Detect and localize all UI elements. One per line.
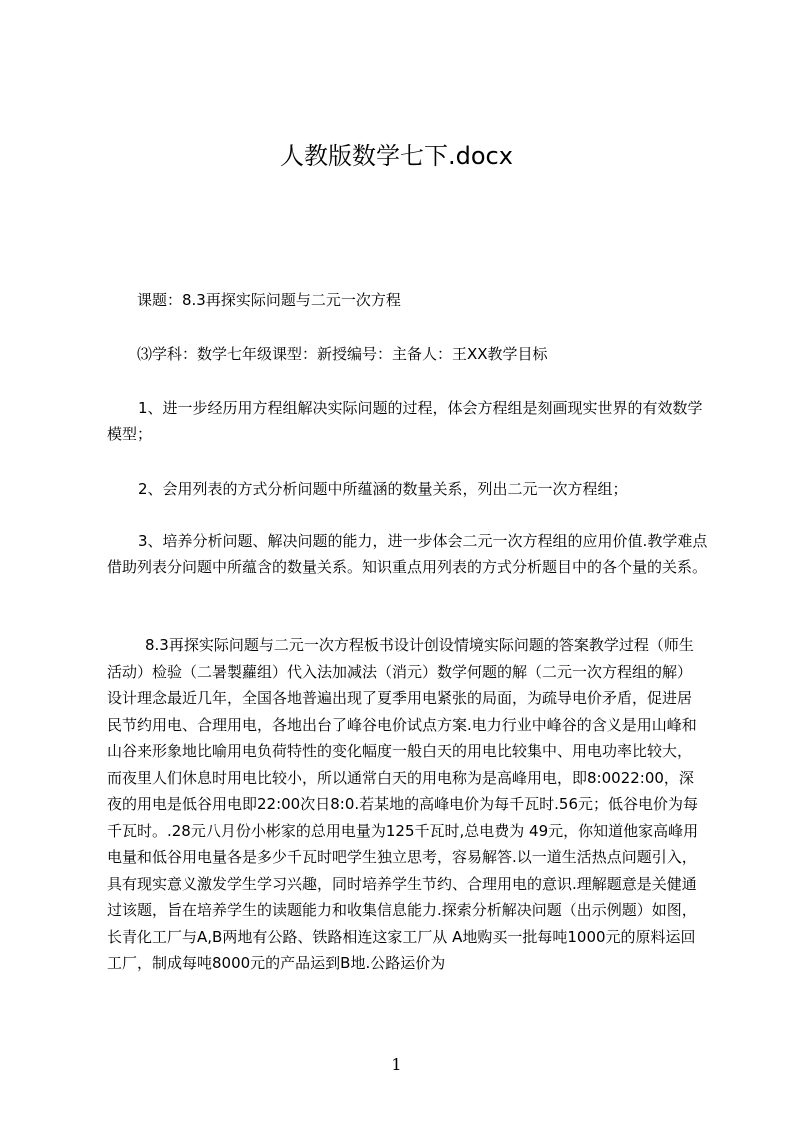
subject-heading: ⑶学科：数学七年级课型：新授编号：主备人：王XX教学目标: [137, 345, 548, 363]
objective-1: 1、进一步经历用方程组解决实际问题的过程，体会方程组是刻画现实世界的有效数学模型；: [107, 399, 703, 443]
objective-3: 3、培养分析问题、解决问题的能力，进一步体会二元一次方程组的应用价值.教学难点借助列表分问题中所蕴含的数量关系。知识重点用列表的方式分析题目中的各个量的关系。: [107, 532, 708, 576]
objective-2: 2、会用列表的方式分析问题中所蕴涵的数量关系，列出二元一次方程组；: [138, 480, 628, 498]
lesson-heading: 课题：8.3再探实际问题与二元一次方程: [137, 291, 401, 309]
page-number: 1: [391, 1055, 402, 1074]
body-paragraph: 8.3再探实际问题与二元一次方程板书设计创设情境实际问题的答案教学过程（师生活动）检验（二暑製蘿组）代入法加减法（消元）数学何题的解（二元一次方程组的解）设计理念最近几年，全国各地普遍出现了夏季用电紧张的局面，为疏导电价矛盾，促进居民节约用电、合理用电，各地出台了峰谷电价试点方案.电力行业中峰谷的含义是用山峰和山谷来形象地比喻用电负荷特性的变化幅度一般白天的用电比较集中、用电功率比较大，而夜里人们休息时用电比较小，所以通常白天的用电称为是高峰用电，即8:0022:00，深夜的用电是低谷用电即22:00次日8:0.若某地的高峰电价为每千瓦时.56元；低谷电价为每千瓦时。.28元八月份小彬家的总用电量为125千瓦时,总电费为 49元，你知道他家高峰用电量和低谷用电量各是多少千瓦时吧学生独立思考，容易解答.以一道生活热点问题引入，具有现实意义激发学生学习兴趣，同时培养学生节约、合理用电的意识.理解题意是关健通过该题，旨在培养学生的读题能力和收集信息能力.探索分析解决问题（出示例题）如图，长青化工厂与A,B两地有公路、铁路相连这家工厂从 A地购买一批每吨1000元的原料运回工厂，制成每吨8000元的产品运到B地.公路运价为: [107, 636, 699, 972]
document-title: 人教版数学七下.docx: [280, 142, 513, 170]
